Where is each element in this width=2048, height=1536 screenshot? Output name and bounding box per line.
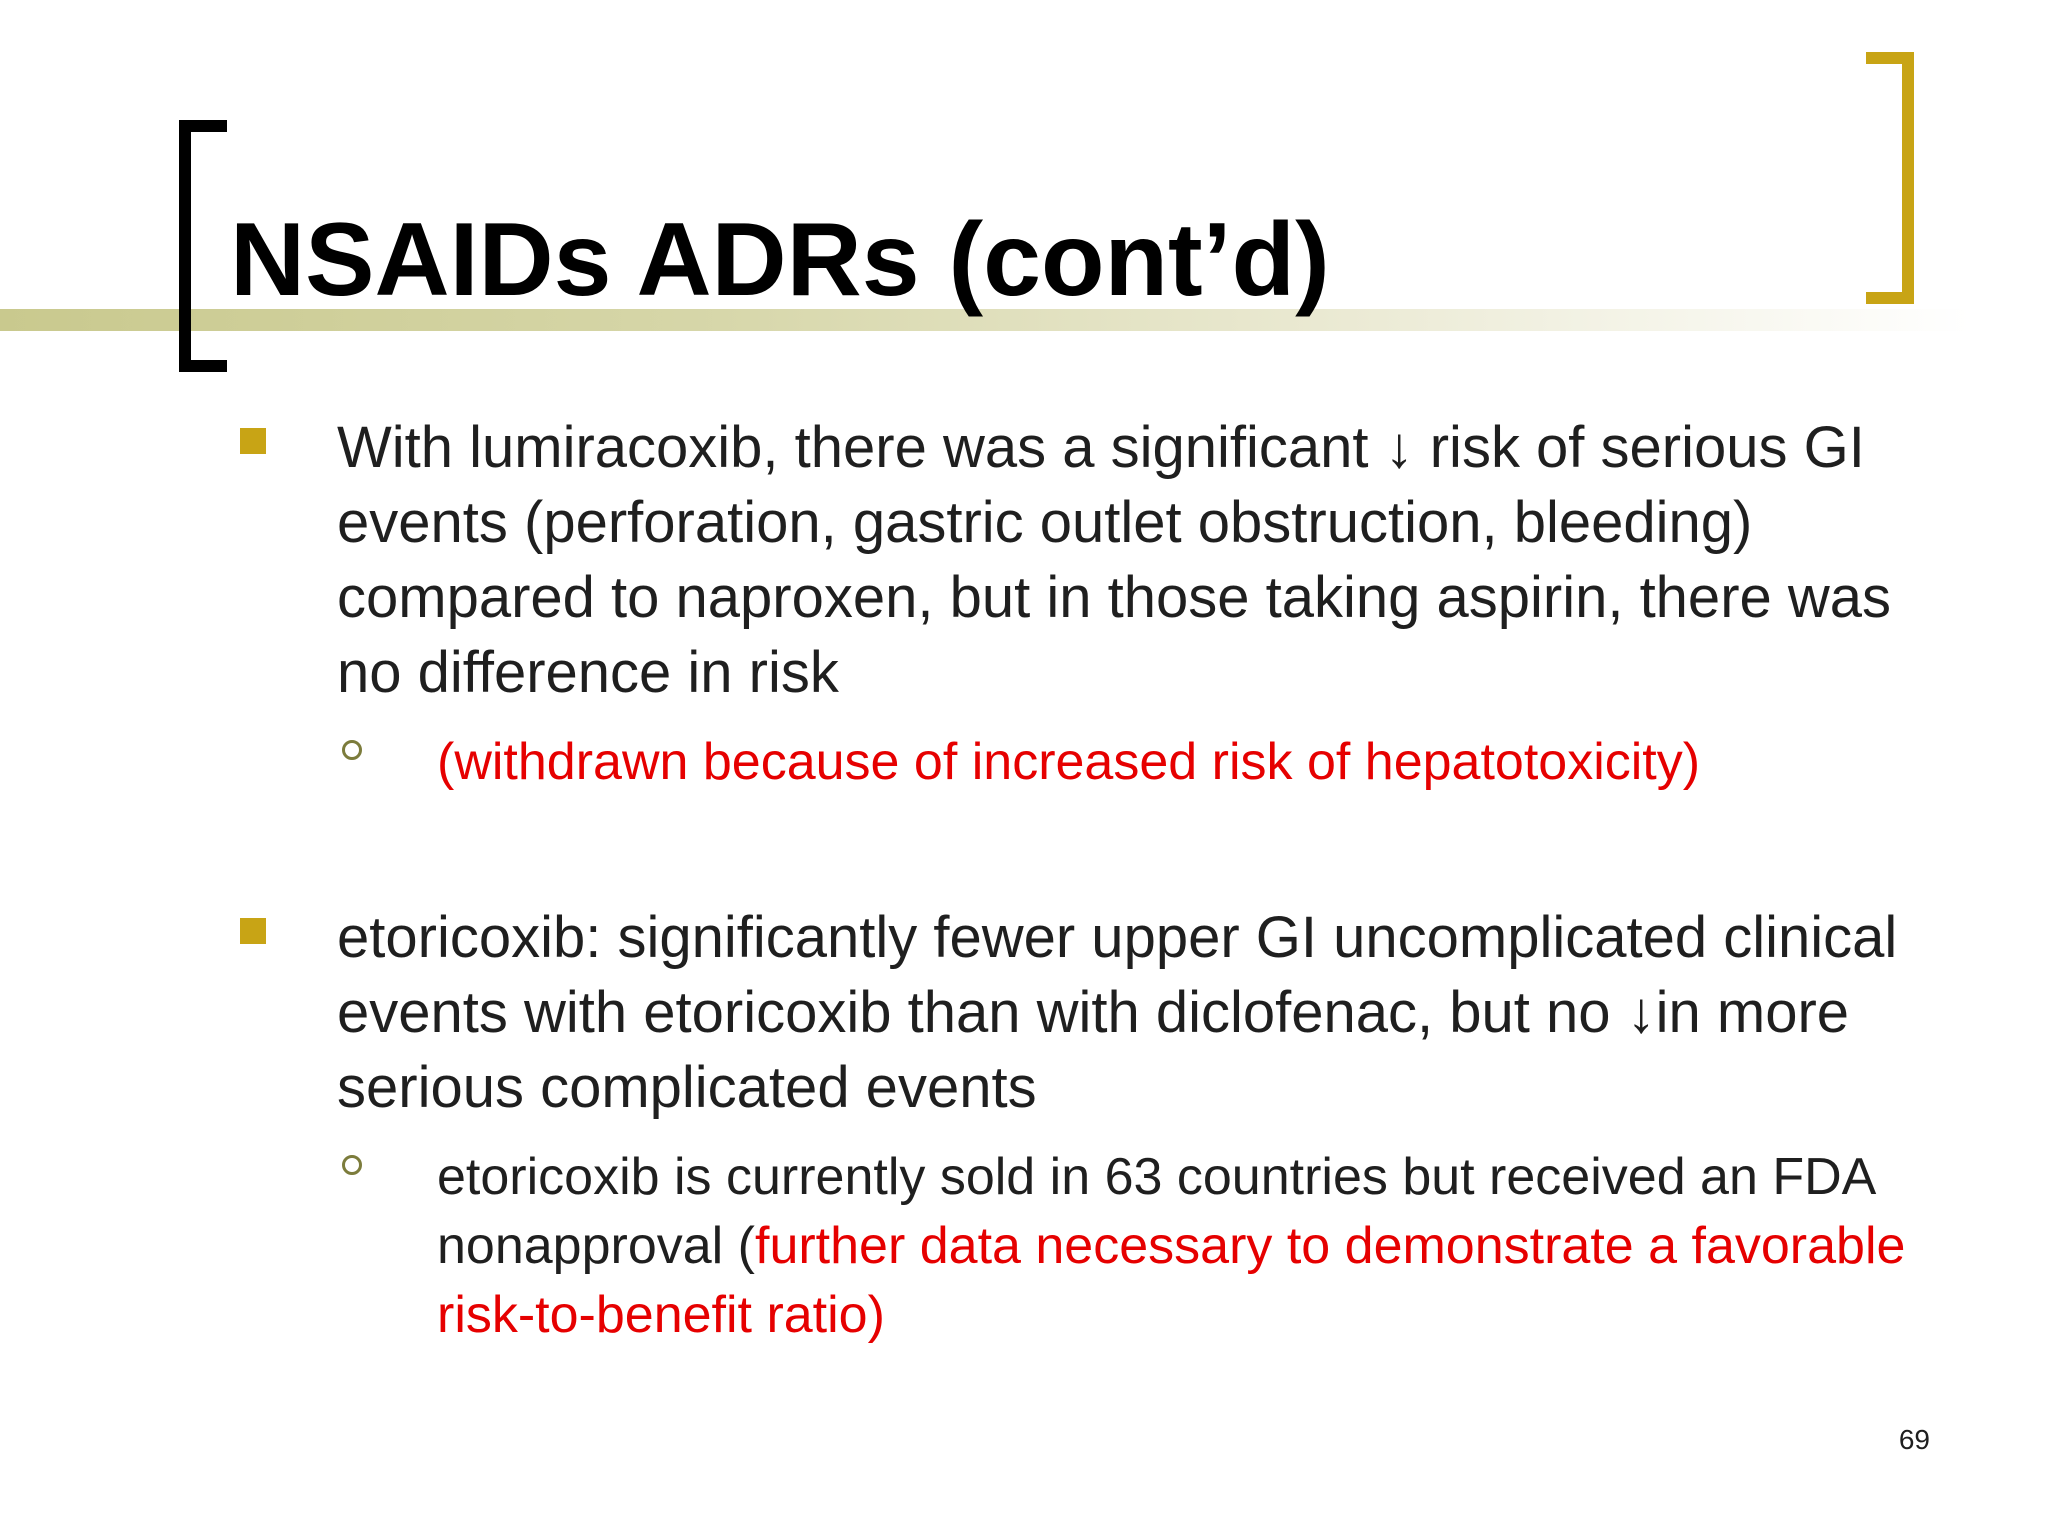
right-bracket-decoration bbox=[1866, 52, 1914, 304]
square-bullet-icon bbox=[240, 918, 266, 944]
circle-bullet-icon bbox=[342, 1155, 362, 1175]
bullet-2-sub-text bbox=[437, 1143, 1937, 1350]
bullet-2-text: etoricoxib: significantly fewer upper GI uncomplicated clinical events with etoricoxib than with diclofenac, but no ↓in more serious complicated events bbox=[337, 905, 1898, 1120]
square-bullet-icon bbox=[240, 428, 266, 454]
slide-title: NSAIDs ADRs (cont’d) bbox=[230, 202, 1330, 318]
page-number: 69 bbox=[1898, 1424, 1930, 1455]
bullet-1-sub-text: (withdrawn because of increased risk of hepatotoxicity) bbox=[437, 733, 1701, 791]
left-bracket-decoration bbox=[179, 120, 227, 372]
bullet-2-sub-red: further data necessary to demonstrate a favorable risk-to-benefit ratio) bbox=[437, 1217, 1906, 1344]
bullet-2-sub-plain: etoricoxib is currently sold in 63 countries but received an FDA nonapproval ( bbox=[437, 1148, 1874, 1275]
circle-bullet-icon bbox=[342, 740, 362, 760]
bullet-1-text: With lumiracoxib, there was a significant ↓ risk of serious GI events (perforation, gastric outlet obstruction, bleeding) compared to naproxen, but in those taking aspirin, there was no difference in risk bbox=[337, 415, 1892, 705]
